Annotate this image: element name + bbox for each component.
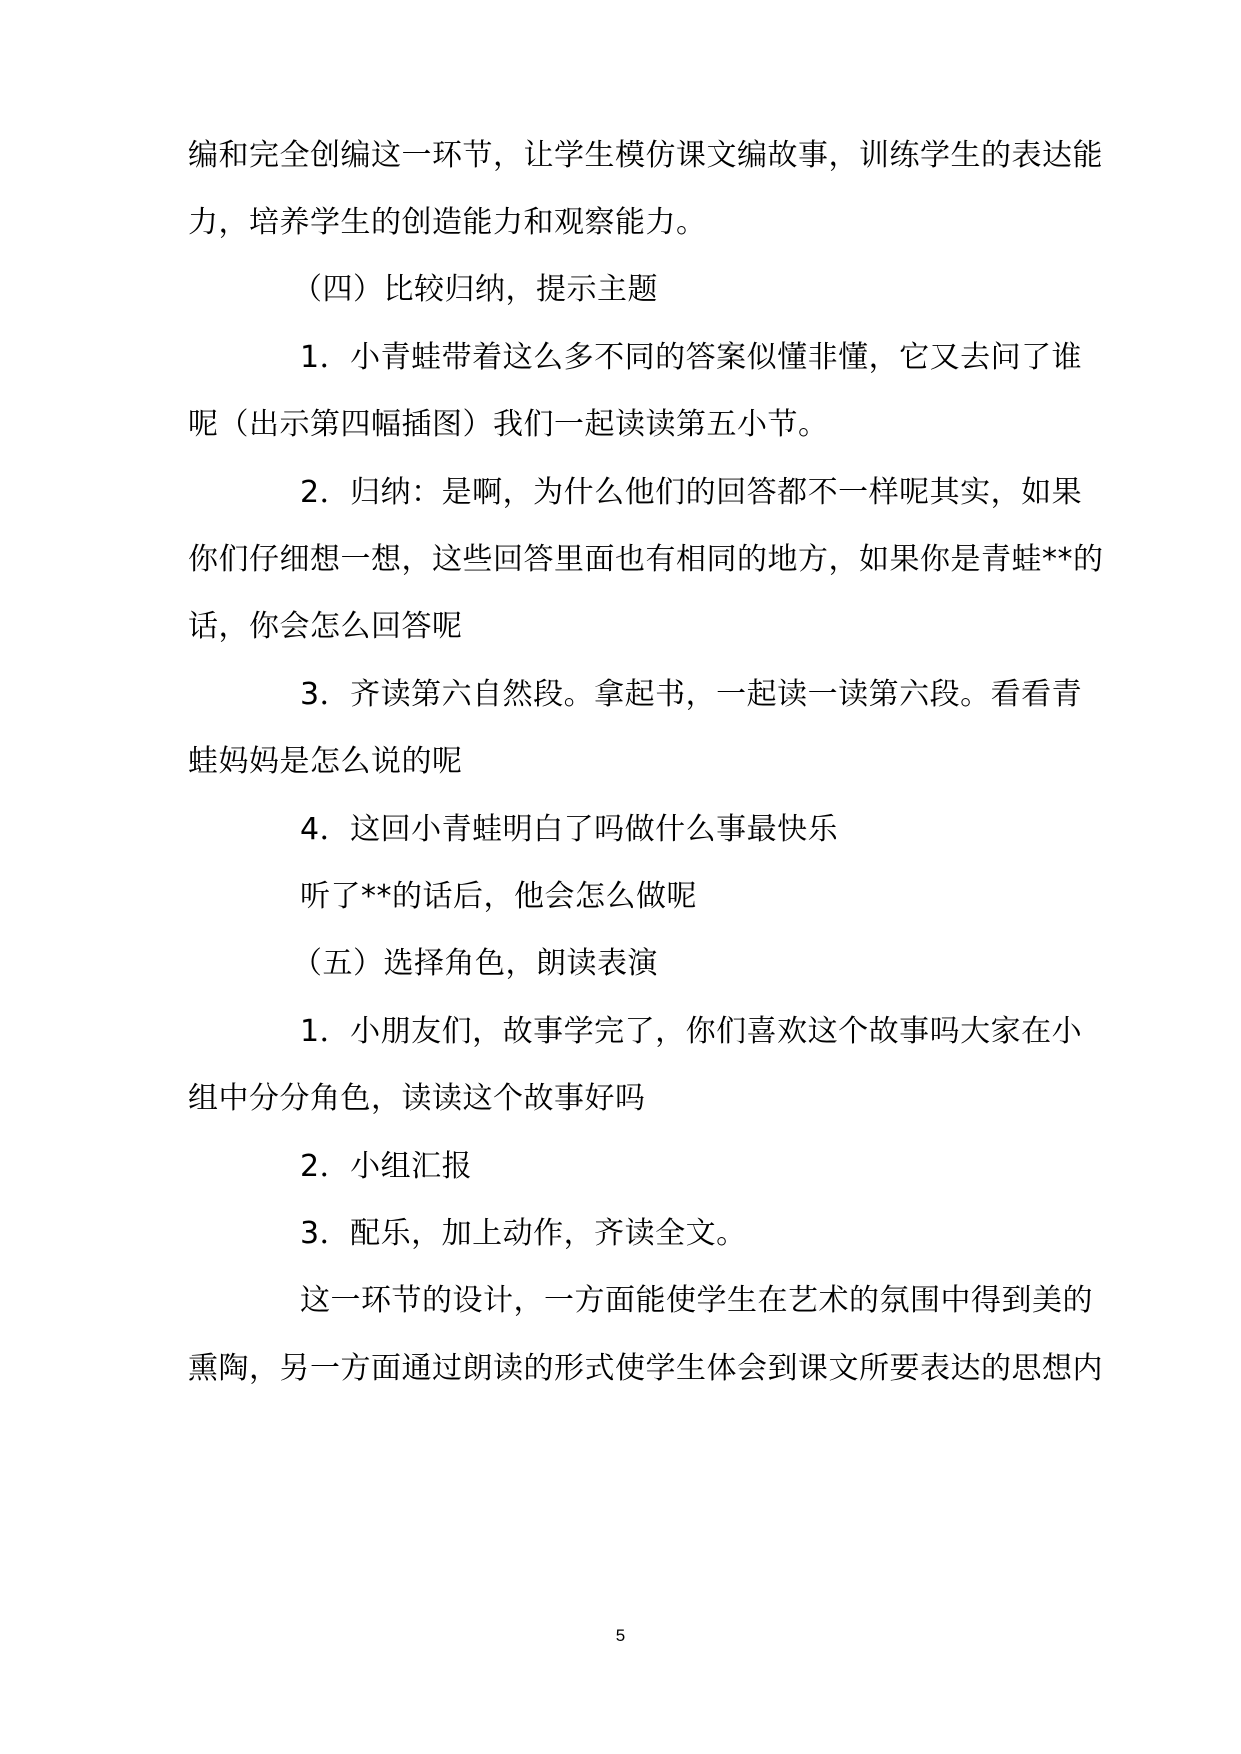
body-text-line: 蛙妈妈是怎么说的呢 bbox=[188, 744, 463, 779]
body-text-line: 话，你会怎么回答呢 bbox=[188, 609, 463, 644]
body-text-line: 力，培养学生的创造能力和观察能力。 bbox=[188, 205, 707, 240]
list-item: 1．小青蛙带着这么多不同的答案似懂非懂，它又去问了谁 bbox=[300, 340, 1083, 375]
list-item: 2．小组汇报 bbox=[300, 1149, 473, 1184]
body-text-line: 你们仔细想一想，这些回答里面也有相同的地方，如果你是青蛙**的 bbox=[188, 542, 1104, 577]
body-text-line: 呢（出示第四幅插图）我们一起读读第五小节。 bbox=[188, 407, 829, 442]
section-heading: （五）选择角色，朗读表演 bbox=[292, 946, 658, 981]
list-item: 3．齐读第六自然段。拿起书，一起读一读第六段。看看青 bbox=[300, 677, 1083, 712]
list-item: 1．小朋友们，故事学完了，你们喜欢这个故事吗大家在小 bbox=[300, 1014, 1083, 1049]
list-item: 3．配乐，加上动作，齐读全文。 bbox=[300, 1216, 747, 1251]
body-text-line: 熏陶，另一方面通过朗读的形式使学生体会到课文所要表达的思想内 bbox=[188, 1351, 1103, 1386]
body-text-line: 听了**的话后，他会怎么做呢 bbox=[300, 879, 697, 914]
list-item: 2．归纳：是啊，为什么他们的回答都不一样呢其实，如果 bbox=[300, 475, 1083, 510]
list-item: 4．这回小青蛙明白了吗做什么事最快乐 bbox=[300, 812, 839, 847]
body-text-line: 这一环节的设计，一方面能使学生在艺术的氛围中得到美的 bbox=[300, 1283, 1093, 1318]
body-text-line: 编和完全创编这一环节，让学生模仿课文编故事，训练学生的表达能 bbox=[188, 138, 1103, 173]
page-number: 5 bbox=[615, 1626, 626, 1645]
section-heading: （四）比较归纳，提示主题 bbox=[292, 272, 658, 307]
body-text-line: 组中分分角色，读读这个故事好吗 bbox=[188, 1081, 646, 1116]
